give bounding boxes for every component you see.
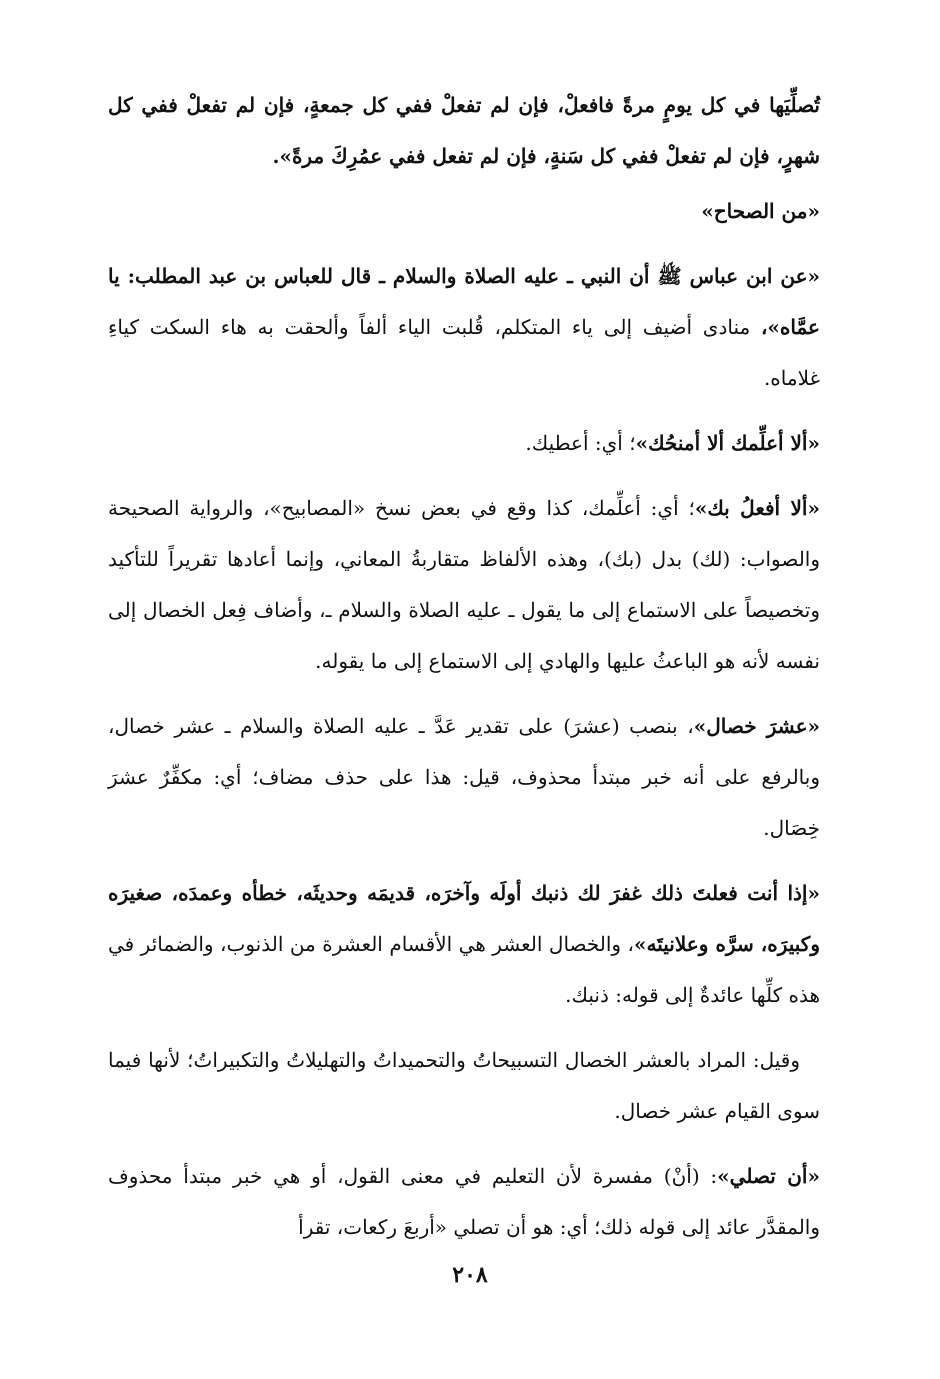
- paragraph-7-text: ، والخصال العشر هي الأقسام العشرة من الذنوب، والضمائر في هذه كلِّها عائدةٌ إلى قوله: ذنبك.: [108, 932, 820, 1007]
- paragraph-3-bold: «عن ابن عباس ﷺ أن النبي ـ عليه الصلاة والسلام ـ قال للعباس بن عبد المطلب: يا عمَّاه»،: [108, 264, 820, 339]
- page-body: [108, 80, 820, 1320]
- paragraph-7: [108, 868, 820, 1021]
- paragraph-5-text: ؛ أي: أعلِّمك، كذا وقع في بعض نسخ «المصابيح»، والرواية الصحيحة والصواب: (لك) بدل (بك)، وهذه الألفاظ متقاربةُ المعاني، وإنما أعادها تقريراً للتأكيد وتخصيصاً على الاستماع إلى ما يقول ـ عليه الصلاة والسلام ـ، وأضاف فِعل الخصال إلى نفسه لأنه هو الباعثُ عليها والهادي إلى الاستماع إلى ما يقوله.: [108, 496, 820, 673]
- paragraph-7-bold: «إذا أنت فعلتَ ذلك غفرَ لك ذنبك أولَه وآخرَه، قديمَه وحديثَه، خطأه وعمدَه، صغيرَه وكبيرَه، سرَّه وعلانيتَه»: [108, 881, 820, 956]
- paragraph-4-text: ؛ أي: أعطيك.: [525, 431, 636, 455]
- paragraph-8-text: وقيل: المراد بالعشر الخصال التسبيحاتُ والتحميداتُ والتهليلاتُ والتكبيراتُ؛ لأنها فيما سوى القيام عشر خصال.: [108, 1048, 820, 1123]
- paragraph-1-bold: تُصلِّيَها في كل يومٍ مرةً فافعلْ، فإن لم تفعلْ ففي كل جمعةٍ، فإن لم تفعلْ ففي كل شهرٍ، فإن لم تفعلْ ففي كل سَنةٍ، فإن لم تفعل ففي عمُرِكَ مرةً».: [108, 93, 820, 168]
- section-heading-text: «من الصحاح»: [701, 199, 820, 223]
- page-number: ٢٠٨: [452, 1262, 488, 1288]
- paragraph-1: [108, 80, 820, 182]
- paragraph-8: [108, 1035, 820, 1137]
- paragraph-6: [108, 701, 820, 854]
- paragraph-4-bold: «ألا أعلِّمك ألا أمنحُك»: [635, 431, 820, 455]
- paragraph-6-bold: «عشرَ خصال»: [693, 714, 821, 738]
- paragraph-5: [108, 483, 820, 687]
- paragraph-5-bold: «ألا أفعلُ بك»: [694, 496, 820, 520]
- paragraph-9-text: : (أنْ) مفسرة لأن التعليم في معنى القول، أو هي خبر مبتدأ محذوف والمقدَّر عائد إلى قوله ذلك؛ أي: هو أن تصلي «أربعَ ركعات، تقرأ: [108, 1164, 820, 1239]
- paragraph-4: [108, 418, 820, 469]
- section-heading: [108, 186, 820, 237]
- paragraph-3-text: منادى أضيف إلى ياء المتكلم، قُلبت الياء ألفاً وألحقت به هاء السكت كياءِ غلاماه.: [108, 315, 820, 390]
- paragraph-3: [108, 251, 820, 404]
- paragraph-6-text: ، بنصب (عشرَ) على تقدير عَدَّ ـ عليه الصلاة والسلام ـ عشر خصال، وبالرفع على أنه خبر مبتدأ محذوف، قيل: هذا على حذف مضاف؛ أي: مكفِّرٌ عشرَ خِصَال.: [108, 714, 820, 840]
- paragraph-9: [108, 1151, 820, 1253]
- paragraph-9-bold: «أن تصلي»: [717, 1164, 820, 1188]
